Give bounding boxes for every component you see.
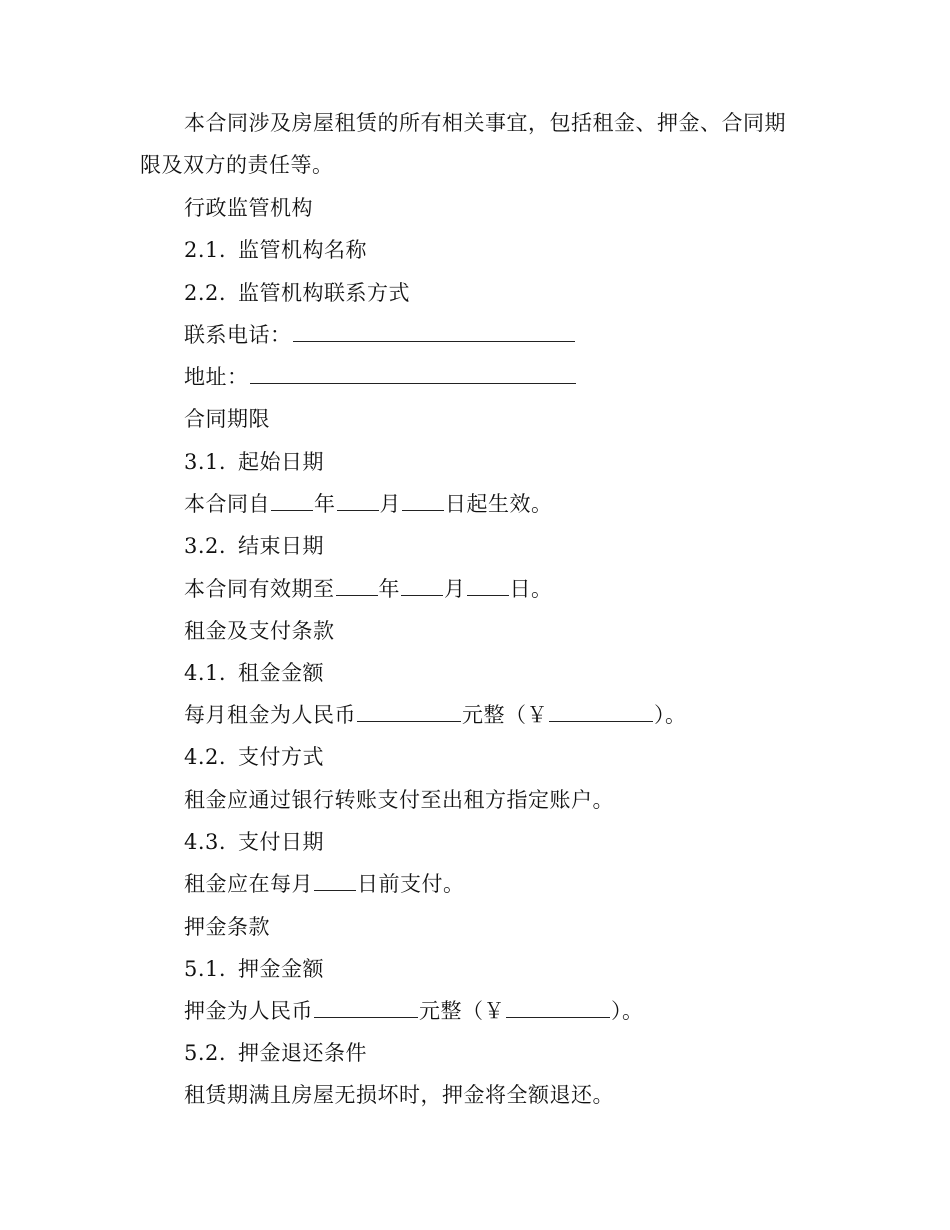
- clause-title: 租金金额: [238, 661, 324, 685]
- payment-method-line: [184, 785, 614, 815]
- end-year-blank[interactable]: [336, 575, 378, 596]
- payment-day-suffix: 日前支付。: [357, 872, 465, 896]
- clause-number: 3.1.: [184, 450, 227, 474]
- start-date-prefix: 本合同自: [184, 492, 270, 516]
- section-heading-term: [184, 404, 270, 434]
- deposit-currency-label: 元整（￥: [419, 999, 505, 1023]
- clause-4-1: [184, 658, 324, 688]
- deposit-return-text: 租赁期满且房屋无损坏时，押金将全额退还。: [184, 1083, 614, 1107]
- intro-text-cont: 限及双方的责任等。: [140, 153, 334, 177]
- clause-number: 5.1.: [184, 957, 227, 981]
- address-field-line: [184, 362, 577, 392]
- intro-paragraph-line-1: [184, 108, 786, 138]
- start-day-blank[interactable]: [402, 490, 444, 511]
- rent-currency-label: 元整（￥: [462, 703, 548, 727]
- clause-title: 押金金额: [238, 957, 324, 981]
- section-heading-rent: [184, 616, 335, 646]
- deposit-amount-number-blank[interactable]: [506, 997, 610, 1018]
- clause-title: 起始日期: [238, 450, 324, 474]
- section-heading-deposit: [184, 912, 270, 942]
- section-title: 行政监管机构: [184, 196, 313, 220]
- deposit-suffix: ）。: [611, 999, 644, 1023]
- deposit-amount-line: [184, 996, 644, 1026]
- year-label: 年: [314, 492, 336, 516]
- clause-title: 结束日期: [238, 534, 324, 558]
- clause-4-2: [184, 742, 324, 772]
- section-title: 押金条款: [184, 915, 270, 939]
- clause-4-3: [184, 827, 324, 857]
- rent-amount-line: [184, 700, 687, 730]
- start-year-blank[interactable]: [271, 490, 313, 511]
- intro-text: 本合同涉及房屋租赁的所有相关事宜，包括租金、押金、合同期: [184, 111, 786, 135]
- clause-number: 3.2.: [184, 534, 227, 558]
- clause-title: 押金退还条件: [238, 1041, 367, 1065]
- end-date-prefix: 本合同有效期至: [184, 577, 335, 601]
- phone-blank[interactable]: [293, 321, 575, 342]
- clause-number: 4.1.: [184, 661, 227, 685]
- deposit-prefix: 押金为人民币: [184, 999, 313, 1023]
- clause-5-1: [184, 954, 324, 984]
- rent-prefix: 每月租金为人民币: [184, 703, 356, 727]
- deposit-return-line: [184, 1080, 614, 1110]
- clause-3-2: [184, 531, 324, 561]
- clause-number: 4.3.: [184, 830, 227, 854]
- clause-title: 监管机构名称: [238, 238, 367, 262]
- clause-2-1: [184, 235, 367, 265]
- section-title: 合同期限: [184, 407, 270, 431]
- end-date-suffix: 日。: [509, 577, 553, 601]
- clause-title: 支付日期: [238, 830, 324, 854]
- payment-day-blank[interactable]: [314, 870, 356, 891]
- end-month-blank[interactable]: [401, 575, 443, 596]
- address-blank[interactable]: [250, 363, 576, 384]
- address-label: 地址：: [184, 365, 249, 389]
- deposit-amount-words-blank[interactable]: [314, 997, 418, 1018]
- clause-5-2: [184, 1038, 367, 1068]
- month-label: 月: [379, 492, 401, 516]
- intro-paragraph-line-2: [140, 150, 334, 180]
- clause-title: 监管机构联系方式: [238, 281, 410, 305]
- month-label: 月: [444, 577, 466, 601]
- payment-day-line: [184, 869, 465, 899]
- clause-number: 2.2.: [184, 281, 227, 305]
- end-day-blank[interactable]: [467, 575, 509, 596]
- phone-field-line: [184, 320, 576, 350]
- clause-title: 支付方式: [238, 745, 324, 769]
- rent-suffix: ）。: [654, 703, 687, 727]
- payment-method-text: 租金应通过银行转账支付至出租方指定账户。: [184, 788, 614, 812]
- clause-number: 2.1.: [184, 238, 227, 262]
- start-month-blank[interactable]: [337, 490, 379, 511]
- start-date-line: [184, 489, 553, 519]
- rent-amount-number-blank[interactable]: [549, 701, 653, 722]
- year-label: 年: [378, 577, 400, 601]
- clause-2-2: [184, 278, 410, 308]
- payment-day-prefix: 租金应在每月: [184, 872, 313, 896]
- start-date-suffix: 日起生效。: [445, 492, 553, 516]
- clause-3-1: [184, 447, 324, 477]
- rent-amount-words-blank[interactable]: [357, 701, 461, 722]
- clause-number: 4.2.: [184, 745, 227, 769]
- end-date-line: [184, 574, 553, 604]
- section-title: 租金及支付条款: [184, 619, 335, 643]
- section-heading-regulator: [184, 193, 313, 223]
- clause-number: 5.2.: [184, 1041, 227, 1065]
- phone-label: 联系电话：: [184, 323, 292, 347]
